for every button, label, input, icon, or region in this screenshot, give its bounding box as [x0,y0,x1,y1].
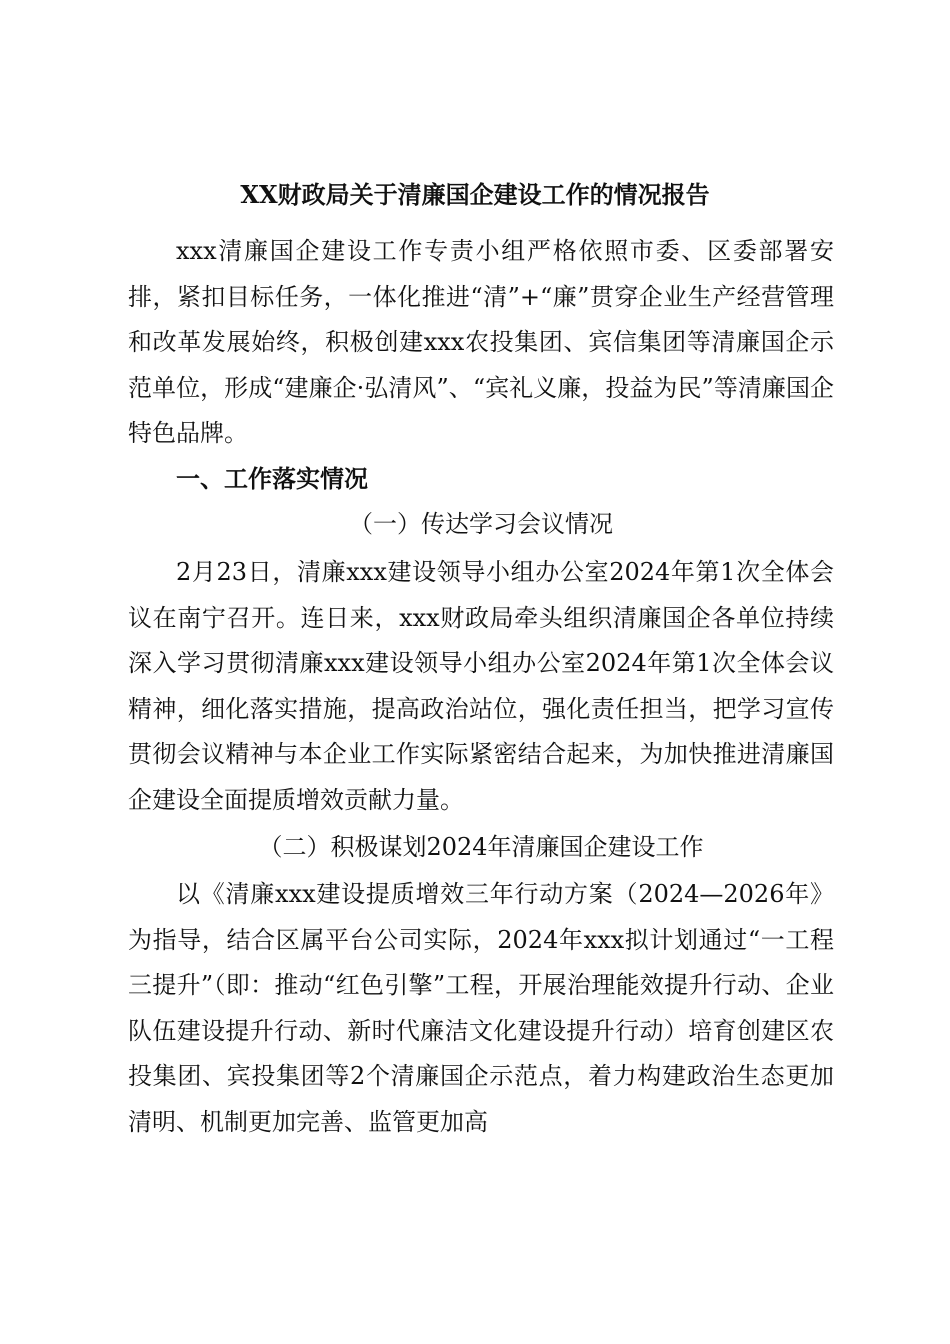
subsection-1-paragraph: 2月23日，清廉xxx建设领导小组办公室2024年第1次全体会议在南宁召开。连日来，xxx财政局牵头组织清廉国企各单位持续深入学习贯彻清廉xxx建设领导小组办公室2024年第1次全体会议精神，细化落实措施，提高政治站位，强化责任担当，把学习宣传贯彻会议精神与本企业工作实际紧密结合起来，为加快推进清廉国企建设全面提质增效贡献力量。 [128,558,834,814]
subsection-heading-1: （一）传达学习会议情况 [349,510,613,538]
subsection-heading-2: （二）积极谋划2024年清廉国企建设工作 [258,833,704,861]
intro-paragraph: xxx清廉国企建设工作专责小组严格依照市委、区委部署安排，紧扣目标任务，一体化推进“清”+“廉”贯穿企业生产经营管理和改革发展始终，积极创建xxx农投集团、宾信集团等清廉国企示范单位，形成“建廉企·弘清风”、“宾礼义廉，投益为民”等清廉国企特色品牌。 [128,237,834,448]
document-title: XX财政局关于清廉国企建设工作的情况报告 [240,180,710,209]
subsection-2-paragraph: 以《清廉xxx建设提质增效三年行动方案（2024—2026年》为指导，结合区属平台公司实际，2024年xxx拟计划通过“一工程三提升”（即：推动“红色引擎”工程，开展治理能效提升行动、企业队伍建设提升行动、新时代廉洁文化建设提升行动）培育创建区农投集团、宾投集团等2个清廉国企示范点，着力构建政治生态更加清明、机制更加完善、监管更加高 [128,880,834,1136]
section-heading: 一、工作落实情况 [176,464,368,493]
